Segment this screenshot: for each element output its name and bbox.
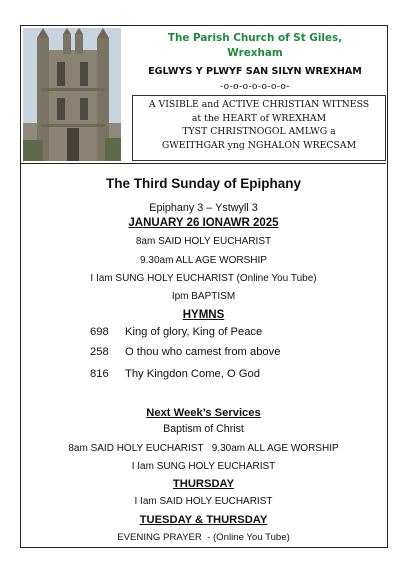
decorative-divider: -o-o-o-o-o-o-o- [220, 82, 290, 92]
next-week-subheading: Baptism of Christ [163, 423, 244, 435]
service-line: 9.30am ALL AGE WORSHIP [140, 255, 267, 266]
service-line: 8am SAID HOLY EUCHARIST [135, 236, 272, 247]
motto-line: A VISIBLE and ACTIVE CHRISTIAN WITNESS [148, 99, 370, 110]
service-line: I Iam SUNG HOLY EUCHARIST (Online You Tube) [90, 273, 317, 284]
thursday-heading: THURSDAY [172, 478, 235, 490]
motto-line: at the HEART of WREXHAM [191, 112, 327, 124]
service-line: 8am SAID HOLY EUCHARIST 9.30am ALL AGE WORSHIP [68, 443, 339, 454]
church-tower-illustration [23, 28, 121, 161]
service-line: I Iam SAID HOLY EUCHARIST [134, 496, 273, 507]
service-line: Ipm BAPTISM [171, 291, 236, 302]
service-line: EVENING PRAYER - (Online You Tube) [117, 532, 290, 543]
parish-name-line1: The Parish Church of St Giles, [167, 32, 343, 44]
hymn-title: O thou who camest from above [125, 346, 281, 358]
motto-box [132, 95, 386, 161]
hymns-heading: HYMNS [182, 309, 225, 321]
service-date: JANUARY 26 IONAWR 2025 [128, 217, 279, 229]
hymn-number: 698 [90, 326, 109, 338]
welsh-parish-name: EGLWYS Y PLWYF SAN SILYN WREXHAM [148, 66, 362, 77]
motto-line: GWEITHGAR yng NGHALON WRECSAM [161, 139, 357, 151]
hymn-title: Thy Kingdon Come, O God [125, 368, 260, 380]
bulletin-frame [20, 25, 388, 548]
sunday-title: The Third Sunday of Epiphany [105, 176, 301, 191]
hymn-number: 816 [90, 368, 109, 380]
next-week-heading: Next Week’s Services [146, 407, 261, 419]
motto-line: TYST CHRISTNOGOL AMLWG a [182, 126, 336, 137]
parish-name-line2: Wrexham [227, 47, 283, 59]
service-line: I Iam SUNG HOLY EUCHARIST [131, 461, 276, 472]
tuesday-thursday-heading: TUESDAY & THURSDAY [139, 514, 268, 526]
liturgical-week: Epiphany 3 – Ystwyll 3 [149, 202, 258, 214]
header-divider [21, 163, 386, 164]
header [21, 26, 386, 163]
hymn-number: 258 [90, 346, 109, 358]
church-tower-photo [23, 28, 121, 161]
hymn-title: King of glory, King of Peace [125, 326, 263, 338]
header-text [124, 26, 386, 163]
